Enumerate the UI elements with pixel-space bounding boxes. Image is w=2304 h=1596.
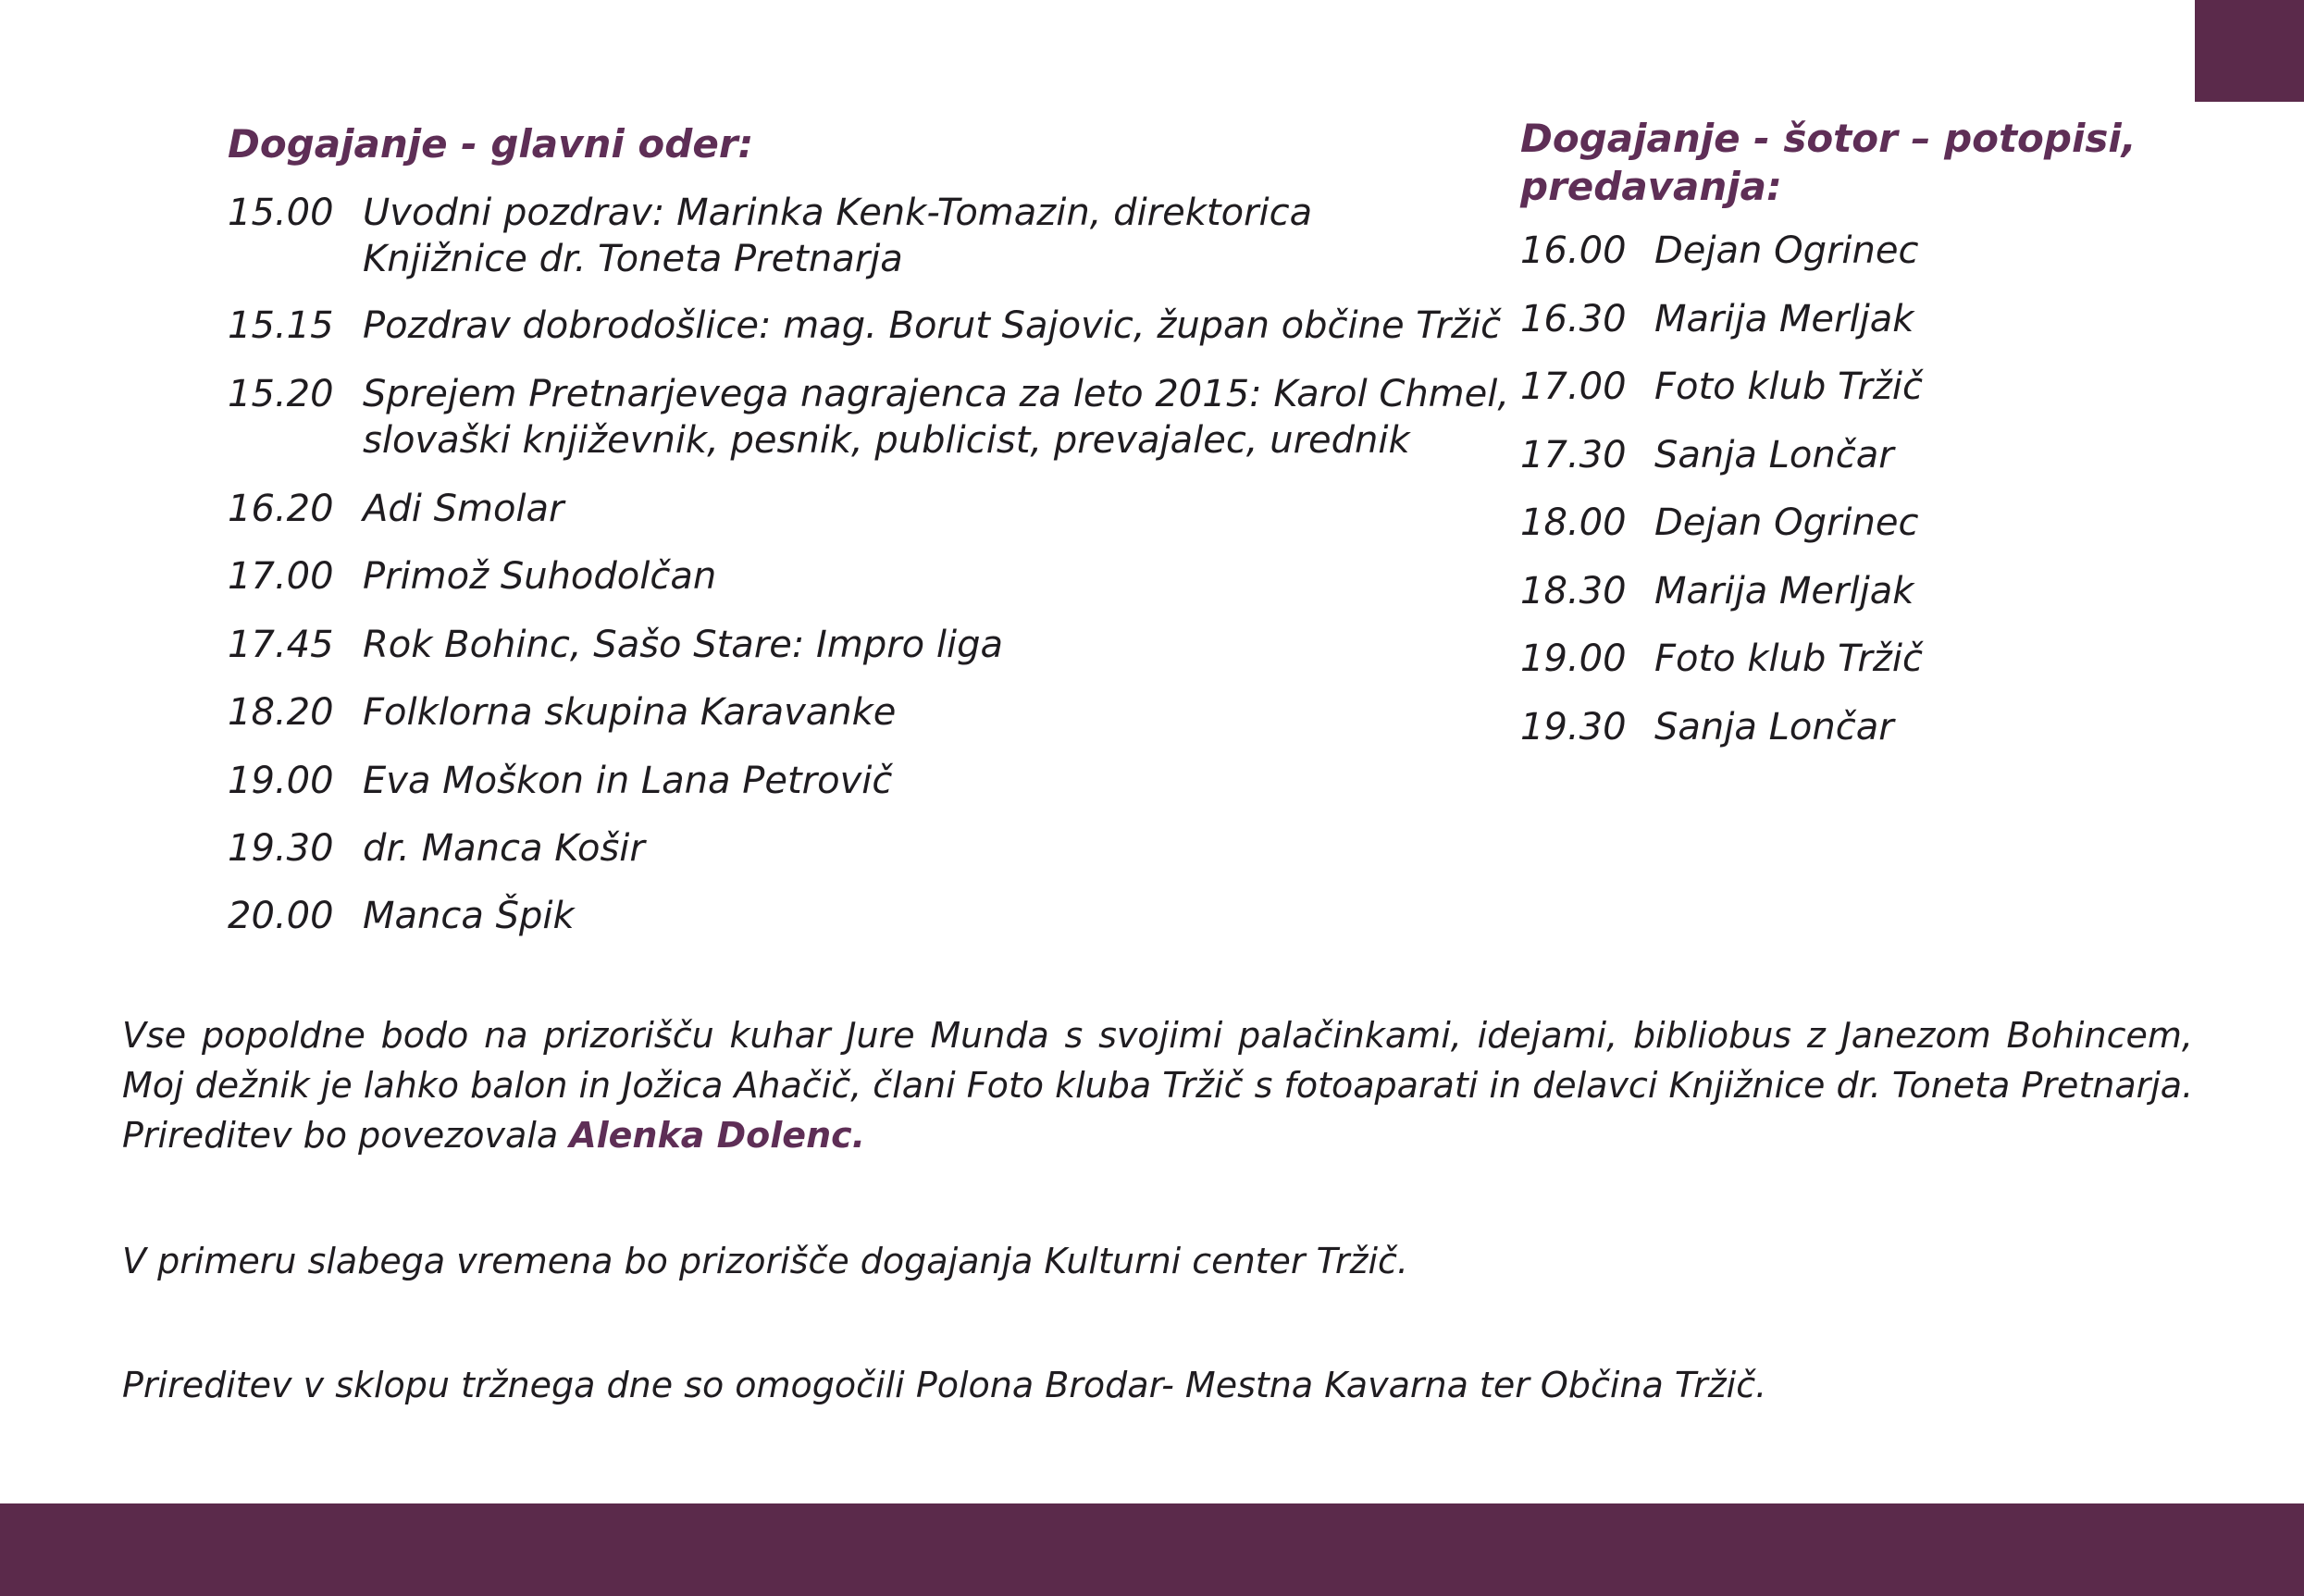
note-word: palačinkami,	[1238, 1015, 1462, 1056]
item-time: 15.15	[228, 304, 334, 347]
note-word: svojimi	[1098, 1015, 1223, 1056]
item-time: 16.20	[228, 488, 334, 530]
item-time: 19.00	[1520, 637, 1627, 680]
note-word: Munda	[930, 1015, 1049, 1056]
note-paragraph-3: Prireditev v sklopu tržnega dne so omogočili Polona Brodar- Mestna Kavarna ter Občina Tržič.	[122, 1365, 1767, 1405]
item-text: Sanja Lončar	[1654, 434, 1894, 476]
note-paragraph-2: V primeru slabega vremena bo prizorišče dogajanja Kulturni center Tržič.	[122, 1241, 1408, 1281]
item-text: Marija Merljak	[1654, 570, 1914, 612]
note-word: Vse	[122, 1015, 187, 1056]
main-stage-heading: Dogajanje - glavni oder:	[228, 121, 754, 167]
note-word: kuhar	[729, 1015, 831, 1056]
note-word: bodo	[380, 1015, 469, 1056]
item-time: 19.30	[228, 827, 334, 870]
note-word: prizorišču	[543, 1015, 714, 1056]
note-line: Moj dežnik je lahko balon in Jožica Ahačič, člani Foto kluba Tržič s fotoaparati in delavci Knjižnice dr. Toneta Pretnarja.	[122, 1065, 2194, 1106]
item-text: Foto klub Tržič	[1654, 637, 1923, 680]
note-word: idejami,	[1477, 1015, 1618, 1056]
item-text: Pozdrav dobrodošlice: mag. Borut Sajovic, župan občine Tržič	[363, 304, 1502, 347]
host-prefix: Prireditev bo povezovala	[122, 1115, 559, 1156]
item-time: 19.00	[228, 760, 334, 802]
item-text: Rok Bohinc, Sašo Stare: Impro liga	[363, 624, 1003, 666]
item-line: Knjižnice dr. Toneta Pretnarja	[363, 238, 903, 280]
note-line-host	[122, 1110, 2193, 1160]
item-time: 19.30	[1520, 706, 1627, 749]
item-line: Uvodni pozdrav: Marinka Kenk-Tomazin, direktorica	[363, 192, 1313, 234]
item-time: 16.30	[1520, 298, 1627, 340]
bottom-band	[0, 1503, 2304, 1596]
item-line: Sprejem Pretnarjevega nagrajenca za leto 2015: Karol Chmel,	[363, 373, 1510, 415]
item-text: dr. Manca Košir	[363, 827, 645, 870]
tent-heading-line: Dogajanje - šotor – potopisi,	[1520, 116, 2137, 161]
note-word: Janezom	[1840, 1015, 1991, 1056]
note-paragraph-1	[122, 1010, 2193, 1160]
item-time: 17.30	[1520, 434, 1627, 476]
item-time: 18.00	[1520, 501, 1627, 544]
tent-heading-line: predavanja:	[1520, 164, 1782, 209]
item-time: 17.00	[1520, 365, 1627, 408]
note-word: Bohincem,	[2006, 1015, 2193, 1056]
item-text: Manca Špik	[363, 895, 575, 937]
item-time: 16.00	[1520, 229, 1627, 272]
item-time: 15.20	[228, 373, 334, 415]
item-text: Eva Moškon in Lana Petrovič	[363, 760, 893, 802]
corner-decoration	[2195, 0, 2304, 102]
item-time: 17.45	[228, 624, 334, 666]
item-text	[363, 190, 1312, 282]
tent-heading	[1520, 115, 2137, 211]
item-text: Dejan Ogrinec	[1654, 501, 1919, 544]
note-word: Jure	[846, 1015, 915, 1056]
item-time: 18.20	[228, 691, 334, 734]
note-word: popoldne	[201, 1015, 365, 1056]
note-word: s	[1064, 1015, 1084, 1056]
item-text: Dejan Ogrinec	[1654, 229, 1919, 272]
item-text: Foto klub Tržič	[1654, 365, 1923, 408]
item-text: Folklorna skupina Karavanke	[363, 691, 897, 734]
item-text	[363, 371, 1509, 464]
item-time: 18.30	[1520, 570, 1627, 612]
item-text: Adi Smolar	[363, 488, 564, 530]
note-line-justified	[122, 1010, 2193, 1060]
note-word: bibliobus	[1632, 1015, 1792, 1056]
note-word: na	[484, 1015, 528, 1056]
item-time: 20.00	[228, 895, 334, 937]
item-text: Sanja Lončar	[1654, 706, 1894, 749]
item-line: slovaški književnik, pesnik, publicist, prevajalec, urednik	[363, 419, 1410, 462]
item-time: 15.00	[228, 192, 334, 234]
item-time: 17.00	[228, 555, 334, 598]
item-text: Marija Merljak	[1654, 298, 1914, 340]
note-word: z	[1806, 1015, 1826, 1056]
host-name: Alenka Dolenc.	[569, 1115, 866, 1156]
item-text: Primož Suhodolčan	[363, 555, 717, 598]
